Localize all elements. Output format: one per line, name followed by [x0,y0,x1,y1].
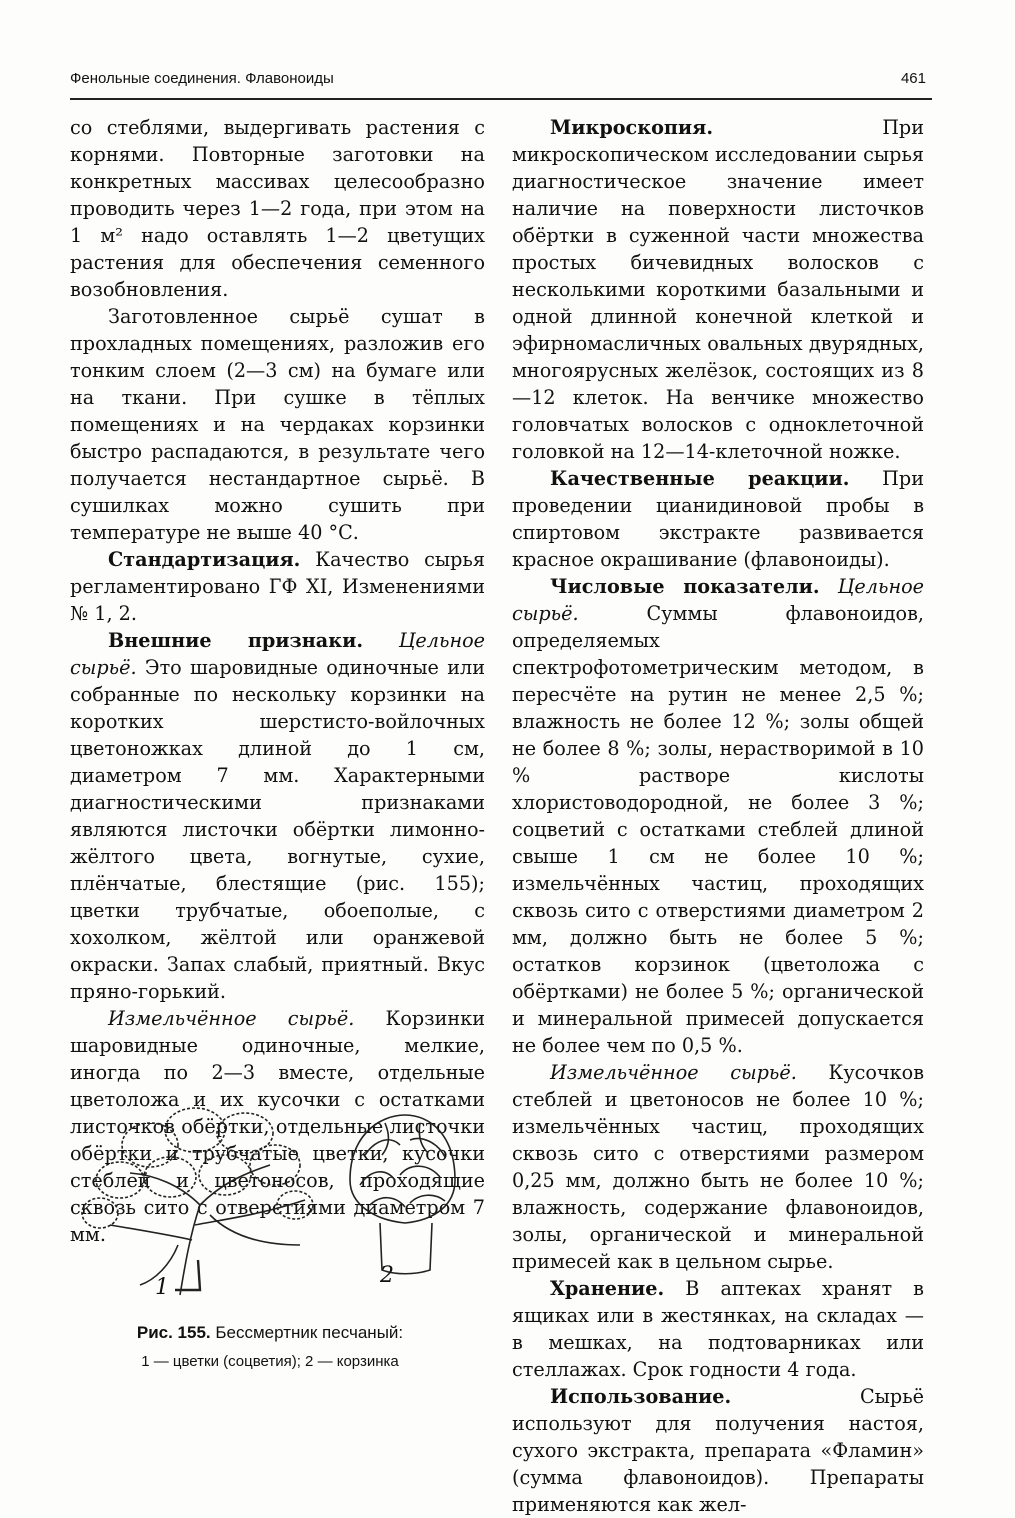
inflorescence-drawing [82,1108,313,1295]
section-heading: Числовые показатели. [550,575,820,598]
right-column [512,114,924,1518]
paragraph: Стандартизация. Качество сырья регламентировано ГФ XI, Изменениями № 1, 2. [70,548,485,625]
figure-label-1: 1 [155,1275,169,1300]
running-header [70,62,932,100]
section-heading: Хранение. [550,1277,665,1300]
section-heading: Качественные реакции. [550,467,850,490]
paragraph: Заготовленное сырьё сушат в прохладных помещениях, разложив его тонким слоем (2—3 см) на бумаге или на ткани. При сушке в тёплых помещениях и на чердаках корзинки быстро распадаются, в результате чего получается нестандартное сырьё. В сушилках можно сушить при температуре не выше 40 °С. [70,305,485,544]
subheading: Цельное сырьё. [512,575,924,625]
figure-caption-legend: 1 — цветки (соцветия); 2 — корзинка [141,1353,399,1370]
section-heading: Использование. [550,1385,732,1408]
paragraph: Измельчённое сырьё. Корзинки шаровидные одиночные, мелкие, иногда по 2—3 вместе, отдельные цветоложа и их кусочки с остатками листочков обёртки, отдельные листочки обёртки и трубчатые цветки, кусочки стеблей и цветоносов, проходящие сквозь сито с отверстиями диаметром 7 мм. [70,1007,485,1246]
paragraph: со стеблями, выдергивать растения с корнями. Повторные заготовки на конкретных массивах целесообразно проводить через 1—2 года, при этом на 1 м² надо оставлять 1—2 цветущих растения для обеспечения семенного возобновления. [70,116,485,301]
subheading: Цельное сырьё. [70,629,485,679]
paragraph: Использование. Сырьё используют для получения настоя, сухого экстракта, препарата «Фламин» (сумма флавоноидов). Препараты применяются как жел- [512,1385,924,1516]
section-heading: Стандартизация. [108,548,301,571]
paragraph: Внешние признаки. Цельное сырьё. Это шаровидные одиночные или собранные по нескольку корзинки на коротких шерстисто-войлочных цветоножках длиной до 1 см, диаметром 7 мм. Характерными диагностическими признаками являются листочки обёртки лимонно-жёлтого цвета, вогнутые, сухие, плёнчатые, блестящие (рис. 155); цветки трубчатые, обоеполые, с хохолком, жёлтой или оранжевой окраски. Запах слабый, приятный. Вкус пряно-горький. [70,629,485,1003]
paragraph: Качественные реакции. При проведении цианидиновой пробы в спиртовом экстракте развивается красное окрашивание (флавоноиды). [512,467,924,571]
paragraph: Хранение. В аптеках хранят в ящиках или в жестянках, на складах — в мешках, на подтоварниках или стеллажах. Срок годности 4 года. [512,1277,924,1381]
section-heading: Внешние признаки. [108,629,364,652]
page-number: 461 [900,70,926,87]
figure-155 [60,1095,480,1400]
section-heading: Микроскопия. [550,116,714,139]
figure-label-2: 2 [380,1263,394,1288]
section-title: Фенольные соединения. Флавоноиды [70,70,334,87]
left-column [70,114,485,1248]
paragraph: Измельчённое сырьё. Кусочков стеблей и цветоносов не более 10 %; измельчённых частиц, проходящих сквозь сито с отверстиями размером 0,25 мм, должно быть не более 10 %; влажность, содержание флавоноидов, золы, органической и минеральной примесей как в цельном сырье. [512,1061,924,1273]
paragraph: Микроскопия. При микроскопическом исследовании сырья диагностическое значение имеет наличие на поверхности листочков обёртки в суженной части множества простых бичевидных волосков с несколькими короткими базальными и одной длинной конечной клеткой и эфирномасличных овальных двурядных, многоярусных желёзок, состоящих из 8—12 клеток. На венчике множество головчатых волосков с одноклеточной головкой на 12—14-клеточной ножке. [512,116,924,463]
subheading: Измельчённое сырьё. [108,1007,355,1030]
basket-drawing [350,1115,455,1274]
figure-caption: Рис. 155. Бессмертник песчаный: [136,1323,404,1342]
subheading: Измельчённое сырьё. [550,1061,797,1084]
plant-illustration [60,1095,480,1320]
paragraph: Числовые показатели. Цельное сырьё. Суммы флавоноидов, определяемых спектрофотометрическим методом, в пересчёте на рутин не менее 2,5 %; влажность не более 12 %; золы общей не более 8 %; золы, нерастворимой в 10 % растворе кислоты хлористоводородной, не более 3 %; соцветий с остатками стеблей длиной свыше 1 см не более 10 %; измельчённых частиц, проходящих сквозь сито с отверстиями диаметром 2 мм, должно быть не более 5 %; остатков корзинок (цветоложа с обёртками) не более 5 %; органической и минеральной примесей допускается не более чем по 0,5 %. [512,575,924,1057]
